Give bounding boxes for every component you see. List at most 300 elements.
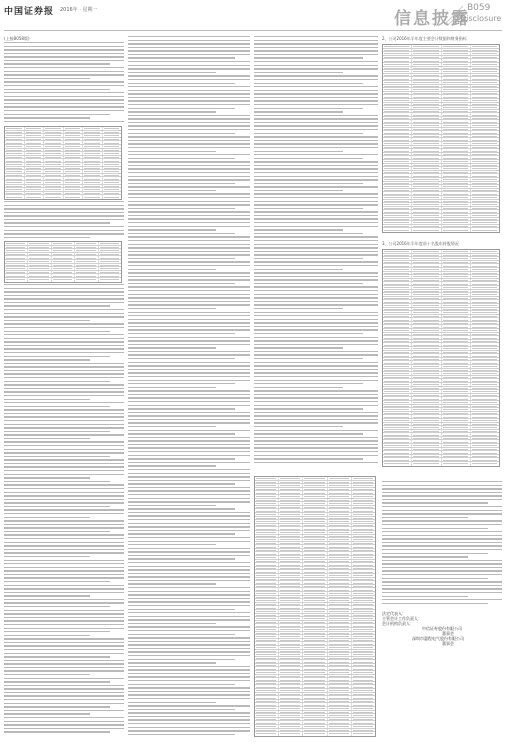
table-cell	[25, 138, 45, 141]
table-cell	[352, 552, 375, 555]
table-cell	[279, 549, 303, 552]
table-cell	[383, 369, 412, 372]
table-cell	[383, 311, 412, 314]
table-cell	[303, 596, 327, 599]
table-cell	[255, 693, 279, 696]
table-cell	[255, 556, 279, 559]
table-cell	[279, 570, 303, 573]
table-cell	[103, 127, 122, 130]
text-line	[4, 678, 124, 679]
table-cell	[99, 256, 121, 259]
text-line	[254, 354, 378, 355]
table-cell	[471, 52, 499, 55]
table-cell	[52, 264, 75, 267]
table-cell	[412, 333, 441, 336]
text-line	[128, 297, 250, 298]
table-cell	[303, 635, 327, 638]
table-cell	[303, 610, 327, 613]
text-line	[254, 408, 363, 409]
table-cell	[352, 556, 375, 559]
table-cell	[442, 49, 471, 52]
table-cell	[471, 261, 499, 264]
table-cell	[28, 267, 51, 270]
table-cell	[352, 614, 375, 617]
table-cell	[442, 444, 471, 447]
table-cell	[328, 700, 352, 703]
table-cell	[5, 274, 28, 277]
text-line	[382, 574, 502, 575]
table-cell	[383, 203, 412, 206]
table-cell	[442, 351, 471, 354]
table-cell	[471, 171, 499, 174]
table-row	[5, 278, 121, 282]
table-cell	[303, 517, 327, 520]
table-cell	[471, 423, 499, 426]
table-cell	[352, 732, 375, 736]
text-line	[128, 204, 250, 205]
table-cell	[471, 343, 499, 346]
text-line	[254, 111, 343, 112]
table-cell	[412, 250, 441, 253]
text-line	[254, 415, 378, 416]
text-line	[128, 372, 250, 373]
table-cell	[352, 531, 375, 534]
text-line	[382, 488, 502, 489]
table-cell	[279, 481, 303, 484]
table-cell	[5, 188, 25, 191]
text-line	[4, 63, 110, 64]
table-cell	[303, 502, 327, 505]
text-line	[4, 323, 124, 324]
text-line	[254, 43, 378, 44]
text-line	[254, 437, 378, 438]
table-cell	[255, 711, 279, 714]
table-cell	[255, 567, 279, 570]
table-cell	[442, 322, 471, 325]
text-line	[4, 703, 124, 704]
table-cell	[5, 156, 25, 159]
text-line	[128, 201, 250, 202]
table-cell	[471, 311, 499, 314]
table-cell	[25, 127, 45, 130]
table-cell	[352, 495, 375, 498]
table-cell	[25, 159, 45, 162]
text-line	[128, 337, 250, 338]
table-cell	[328, 567, 352, 570]
table-cell	[44, 188, 64, 191]
table-cell	[255, 592, 279, 595]
text-line	[254, 40, 378, 41]
table-cell	[383, 343, 412, 346]
table-cell	[328, 560, 352, 563]
table-cell	[64, 138, 84, 141]
table-cell	[83, 134, 103, 137]
table-cell	[303, 693, 327, 696]
text-line	[128, 319, 250, 320]
text-line	[128, 694, 250, 695]
text-line	[128, 387, 216, 388]
table-cell	[279, 606, 303, 609]
table-cell	[103, 192, 122, 195]
table-cell	[279, 732, 303, 736]
table-cell	[25, 177, 45, 180]
text-line	[254, 154, 378, 155]
text-line	[128, 93, 250, 94]
table-cell	[412, 228, 441, 232]
table-cell	[471, 282, 499, 285]
table-cell	[471, 210, 499, 213]
text-line	[4, 463, 124, 464]
table-cell	[383, 379, 412, 382]
table-cell	[255, 725, 279, 728]
text-line	[128, 734, 235, 735]
table-cell	[383, 383, 412, 386]
text-line	[254, 218, 378, 219]
table-cell	[412, 444, 441, 447]
table-cell	[75, 249, 98, 252]
table-cell	[383, 347, 412, 350]
text-line	[4, 695, 124, 696]
text-line	[4, 114, 110, 115]
table-cell	[328, 632, 352, 635]
text-line	[128, 458, 235, 459]
table-cell	[64, 192, 84, 195]
table-cell	[255, 520, 279, 523]
text-line	[128, 276, 250, 277]
table-cell	[471, 113, 499, 116]
text-line	[128, 651, 250, 652]
text-line	[4, 624, 124, 625]
table-cell	[471, 318, 499, 321]
table-cell	[352, 725, 375, 728]
table-cell	[442, 437, 471, 440]
table-cell	[442, 293, 471, 296]
table-cell	[352, 499, 375, 502]
text-line	[128, 487, 250, 488]
text-line	[128, 537, 250, 538]
table-cell	[5, 159, 25, 162]
table-cell	[442, 397, 471, 400]
table-cell	[383, 182, 412, 185]
text-line	[128, 455, 250, 456]
table-cell	[279, 621, 303, 624]
table-cell	[442, 286, 471, 289]
text-line	[254, 455, 378, 456]
table-cell	[303, 614, 327, 617]
text-line	[128, 730, 250, 731]
text-line	[254, 412, 378, 413]
table-cell	[442, 45, 471, 48]
text-line	[128, 344, 250, 345]
table-cell	[412, 52, 441, 55]
table-cell	[303, 477, 327, 480]
text-line	[4, 313, 124, 314]
text-line	[4, 219, 124, 220]
table-cell	[412, 149, 441, 152]
text-line	[382, 517, 468, 518]
table-cell	[328, 711, 352, 714]
text-line	[4, 653, 124, 654]
text-line	[254, 394, 378, 395]
text-line	[254, 322, 378, 323]
table-cell	[352, 642, 375, 645]
table-cell	[103, 152, 122, 155]
table-cell	[442, 142, 471, 145]
table-cell	[383, 405, 412, 408]
table-cell	[412, 297, 441, 300]
table-cell	[442, 408, 471, 411]
table-cell	[255, 581, 279, 584]
text-line	[128, 254, 250, 255]
table-cell	[255, 484, 279, 487]
table-cell	[383, 358, 412, 361]
table-cell	[5, 181, 25, 184]
text-line	[128, 211, 250, 212]
table-cell	[442, 354, 471, 357]
table-cell	[471, 182, 499, 185]
table-cell	[279, 664, 303, 667]
table-cell	[412, 67, 441, 70]
table-cell	[352, 639, 375, 642]
table-cell	[412, 261, 441, 264]
table-cell	[352, 560, 375, 563]
table-cell	[279, 520, 303, 523]
table-cell	[255, 538, 279, 541]
continuation-label: (上接B058版)	[4, 36, 30, 41]
text-line	[382, 520, 502, 521]
table-cell	[44, 141, 64, 144]
table-cell	[303, 574, 327, 577]
table-cell	[412, 95, 441, 98]
table-cell	[303, 671, 327, 674]
table-cell	[255, 560, 279, 563]
table-cell	[103, 188, 122, 191]
table-cell	[328, 563, 352, 566]
text-line	[254, 308, 343, 309]
table-cell	[255, 488, 279, 491]
table-cell	[279, 484, 303, 487]
table-cell	[442, 336, 471, 339]
text-line	[382, 545, 502, 546]
table-cell	[352, 657, 375, 660]
table-cell	[471, 254, 499, 257]
text-line	[128, 415, 250, 416]
table-cell	[352, 685, 375, 688]
text-line	[4, 305, 110, 306]
text-line	[4, 721, 124, 722]
table-cell	[279, 711, 303, 714]
table-cell	[44, 149, 64, 152]
column-1	[4, 36, 124, 746]
text-line	[128, 226, 250, 227]
table-cell	[255, 721, 279, 724]
masthead	[0, 0, 506, 32]
table-cell	[255, 621, 279, 624]
table-cell	[5, 134, 25, 137]
table-cell	[279, 714, 303, 717]
text-line	[128, 530, 250, 531]
table-cell	[303, 552, 327, 555]
text-line	[4, 681, 110, 682]
table-cell	[352, 606, 375, 609]
text-line	[128, 286, 250, 287]
table-cell	[279, 578, 303, 581]
table-cell	[442, 131, 471, 134]
text-line	[254, 36, 378, 37]
text-line	[254, 430, 378, 431]
table-cell	[412, 128, 441, 131]
text-line	[128, 122, 250, 123]
table-cell	[471, 178, 499, 181]
table-cell	[442, 347, 471, 350]
table-cell	[471, 351, 499, 354]
text-line	[4, 638, 124, 639]
text-line	[128, 405, 250, 406]
table-cell	[383, 351, 412, 354]
text-line	[254, 347, 343, 348]
text-line	[128, 190, 216, 191]
text-line	[254, 122, 378, 123]
signature-line: 主管会计工作负责人：	[382, 616, 422, 621]
table-cell	[352, 545, 375, 548]
column-2-text	[128, 36, 250, 737]
table-cell	[83, 177, 103, 180]
table-cell	[471, 149, 499, 152]
text-line	[128, 365, 250, 366]
table-cell	[352, 574, 375, 577]
table-cell	[471, 419, 499, 422]
table-cell	[383, 70, 412, 73]
text-line	[4, 366, 124, 367]
table-cell	[412, 207, 441, 210]
table-cell	[471, 325, 499, 328]
table-cell	[352, 578, 375, 581]
text-line	[128, 655, 250, 656]
text-line	[4, 49, 124, 50]
table-cell	[471, 268, 499, 271]
text-line	[128, 86, 250, 87]
table-cell	[383, 318, 412, 321]
table-cell	[303, 700, 327, 703]
text-line	[4, 574, 124, 575]
table-cell	[279, 725, 303, 728]
text-line	[4, 212, 124, 213]
text-line	[128, 566, 250, 567]
table-cell	[25, 185, 45, 188]
signature-line: 会计机构负责人：	[382, 621, 414, 626]
table-cell	[412, 185, 441, 188]
table-cell	[279, 610, 303, 613]
table-cell	[442, 52, 471, 55]
table-cell	[412, 358, 441, 361]
table-cell	[279, 657, 303, 660]
table-cell	[64, 163, 84, 166]
table-cell	[255, 585, 279, 588]
table-cell	[442, 383, 471, 386]
text-line	[128, 719, 250, 720]
table-cell	[412, 164, 441, 167]
text-line	[254, 362, 378, 363]
table-cell	[328, 732, 352, 736]
table-cell	[303, 588, 327, 591]
table-cell	[255, 678, 279, 681]
table-cell	[303, 646, 327, 649]
text-line	[254, 168, 378, 169]
table-cell	[442, 401, 471, 404]
table-cell	[255, 714, 279, 717]
text-line	[4, 595, 90, 596]
text-line	[254, 376, 378, 377]
table-cell	[442, 221, 471, 224]
table-cell	[303, 711, 327, 714]
table-cell	[352, 617, 375, 620]
text-line	[128, 569, 250, 570]
text-line	[4, 560, 124, 561]
table-cell	[352, 646, 375, 649]
table-cell	[28, 246, 51, 249]
text-line	[128, 544, 216, 545]
text-line	[4, 298, 124, 299]
table-cell	[412, 430, 441, 433]
table-cell	[328, 621, 352, 624]
text-line	[254, 383, 363, 384]
table-cell	[383, 268, 412, 271]
table-cell	[383, 106, 412, 109]
table-cell	[5, 163, 25, 166]
text-line	[128, 97, 250, 98]
table-cell	[412, 351, 441, 354]
table-cell	[412, 419, 441, 422]
table-cell	[383, 300, 412, 303]
table-cell	[328, 635, 352, 638]
table-cell	[352, 542, 375, 545]
text-line	[128, 476, 250, 477]
table-cell	[352, 714, 375, 717]
table-cell	[25, 181, 45, 184]
table-cell	[303, 624, 327, 627]
table-cell	[28, 271, 51, 274]
table-cell	[442, 290, 471, 293]
table-cell	[412, 451, 441, 454]
table-cell	[64, 149, 84, 152]
text-line	[254, 147, 378, 148]
text-line	[128, 125, 250, 126]
text-line	[254, 390, 378, 391]
text-line	[254, 172, 378, 173]
table-cell	[383, 167, 412, 170]
text-line	[254, 125, 378, 126]
text-line	[254, 183, 363, 184]
text-line	[4, 226, 124, 227]
table-cell	[99, 271, 121, 274]
table-cell	[471, 336, 499, 339]
text-line	[254, 72, 343, 73]
text-line	[254, 244, 378, 245]
text-line	[254, 405, 378, 406]
table-cell	[303, 657, 327, 660]
table-cell	[303, 585, 327, 588]
table-cell	[442, 95, 471, 98]
text-line	[254, 276, 378, 277]
table-cell	[383, 254, 412, 257]
table-cell	[279, 527, 303, 530]
table-cell	[279, 488, 303, 491]
table-cell	[383, 293, 412, 296]
text-line	[4, 628, 124, 629]
table-cell	[412, 70, 441, 73]
table-cell	[412, 433, 441, 436]
table-cell	[383, 448, 412, 451]
